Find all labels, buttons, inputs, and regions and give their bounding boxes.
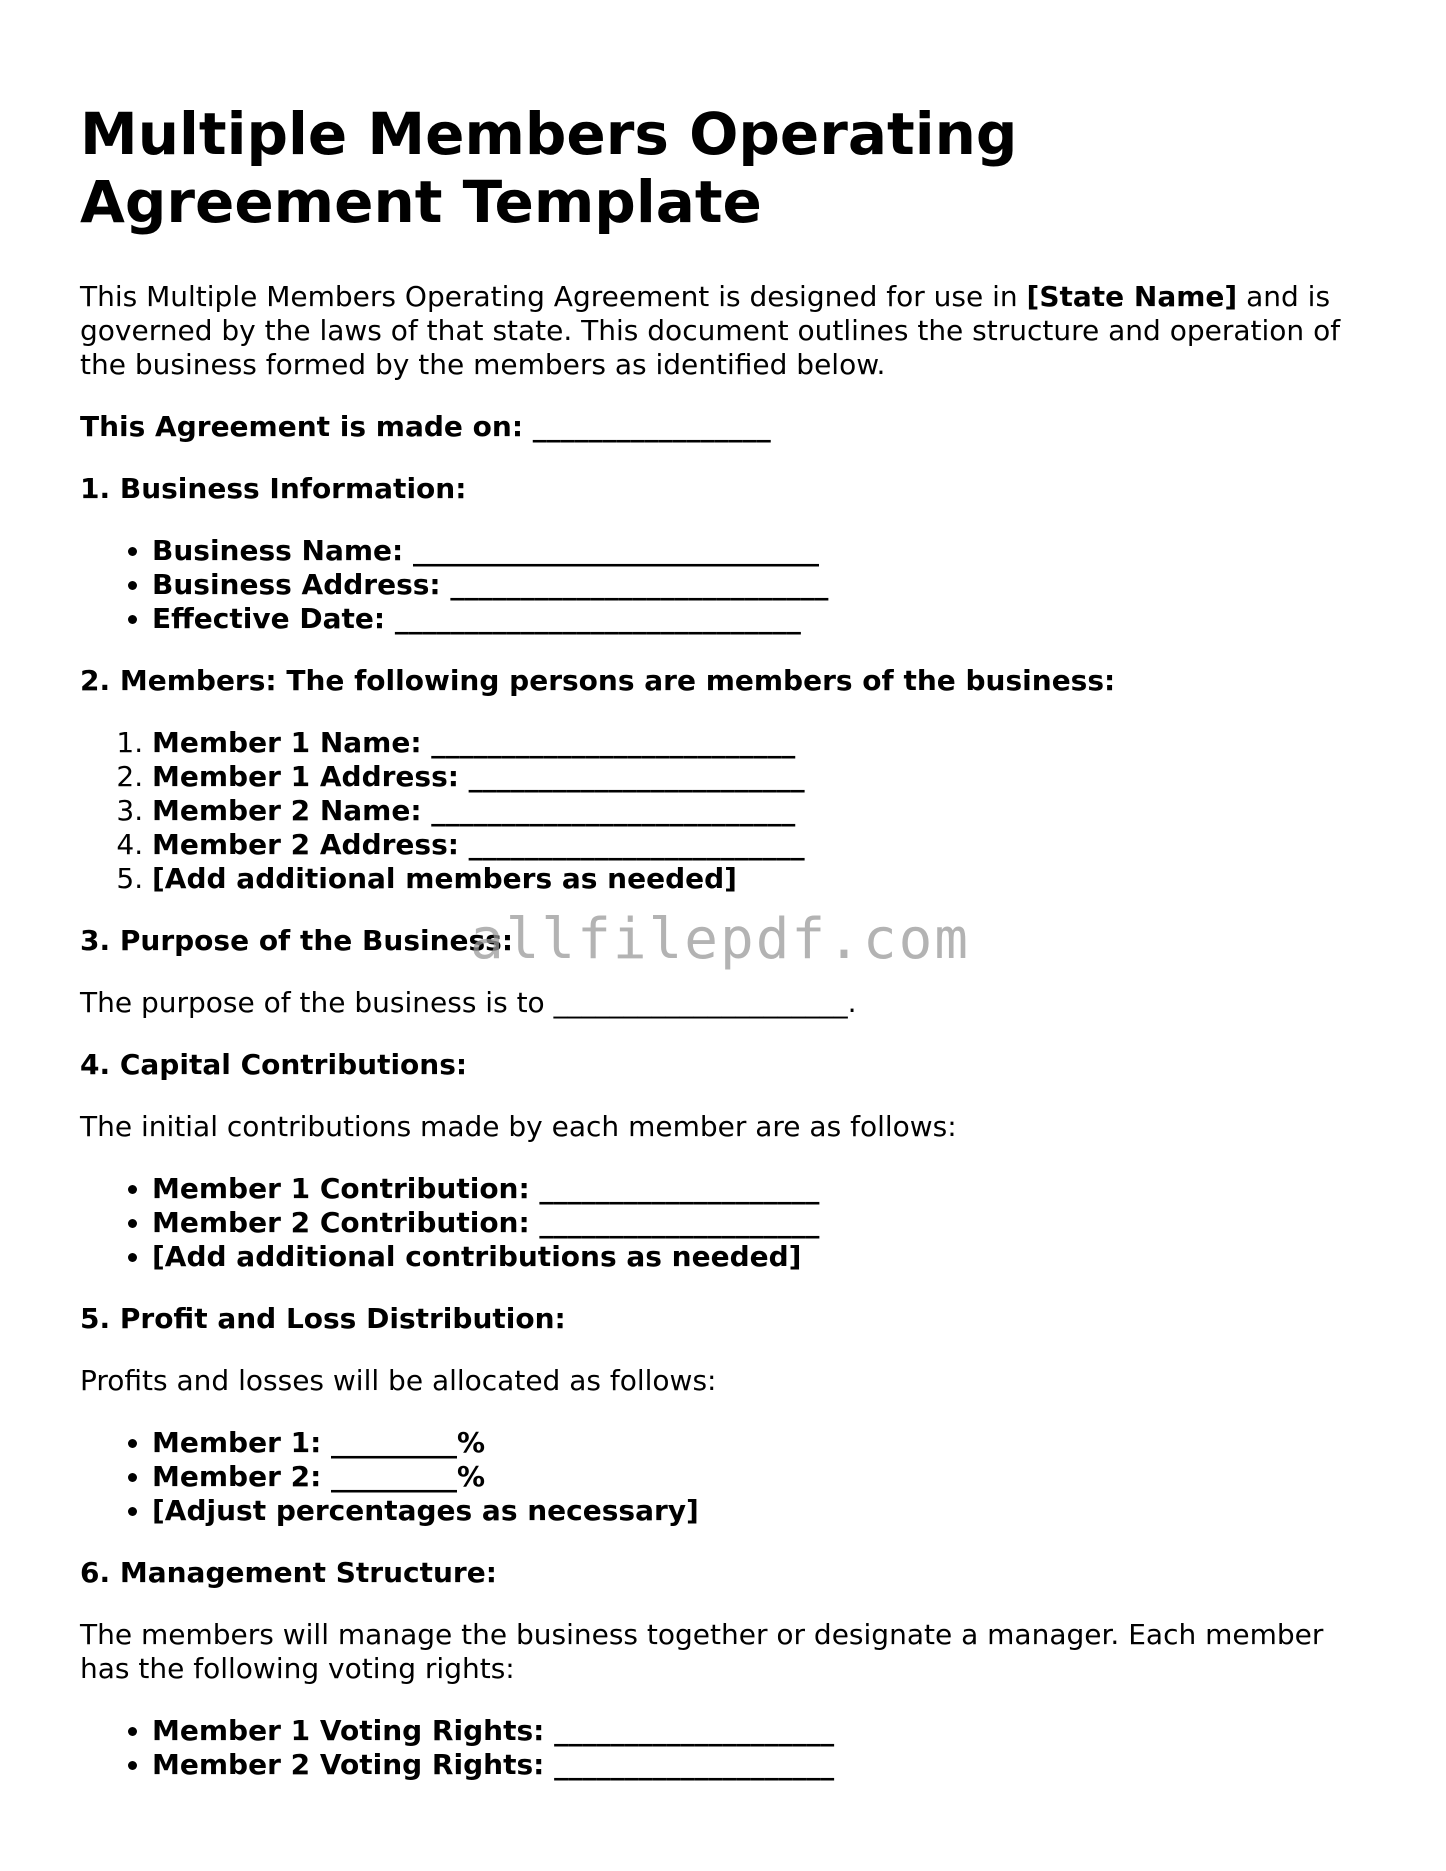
list-item: • Effective Date: _____________________________ [152, 602, 1370, 636]
section-members-heading: 2. Members: The following persons are members of the business: [80, 664, 1116, 697]
agreement-date-line: This Agreement is made on: _________________ [80, 410, 771, 443]
list-item [152, 726, 1370, 760]
members-list [80, 726, 1370, 896]
business-info-list [80, 534, 1370, 636]
member-2-name: Member 2 Name: __________________________ [152, 794, 796, 827]
list-item: • Member 1: _________% [152, 1426, 1370, 1460]
add-members-note: [Add additional members as needed] [152, 862, 737, 895]
intro-text-end: and is governed by the laws of that state. This document outlines the structure and operation of the business formed by the members as identified below. [80, 280, 1341, 381]
list-item: • Member 2 Voting Rights: ____________________ [152, 1748, 1370, 1782]
list-item [152, 828, 1370, 862]
management-text: The members will manage the business together or designate a manager. Each member has the following voting rights: [80, 1618, 1324, 1685]
member-1-name: Member 1 Name: __________________________ [152, 726, 796, 759]
state-name-placeholder: [State Name] [1026, 280, 1238, 313]
list-item: • Member 1 Contribution: ____________________ [152, 1172, 1370, 1206]
page-title: Multiple Members Operating Agreement Template [80, 100, 1018, 236]
management-list [80, 1714, 1370, 1782]
list-item: • [Add additional contributions as needed] [152, 1240, 1370, 1274]
watermark: allfilepdf.com [470, 907, 971, 972]
intro-text-start: This Multiple Members Operating Agreement is designed for use in [80, 280, 1027, 313]
profit-list [80, 1426, 1370, 1528]
list-item [152, 862, 1370, 896]
list-item: • Business Name: _____________________________ [152, 534, 1370, 568]
list-item: • Member 2: _________% [152, 1460, 1370, 1494]
list-item [152, 760, 1370, 794]
section-purpose-heading: 3. Purpose of the Business: [80, 924, 514, 957]
intro-paragraph [80, 280, 1370, 382]
member-1-address: Member 1 Address: ________________________ [152, 760, 805, 793]
purpose-text: The purpose of the business is to _____________________. [80, 986, 857, 1019]
list-item: • Business Address: ___________________________ [152, 568, 1370, 602]
list-item [152, 794, 1370, 828]
section-capital-heading: 4. Capital Contributions: [80, 1048, 468, 1081]
member-2-address: Member 2 Address: ________________________ [152, 828, 805, 861]
document-page [80, 100, 1370, 1810]
list-item: • [Adjust percentages as necessary] [152, 1494, 1370, 1528]
profit-text: Profits and losses will be allocated as follows: [80, 1364, 717, 1397]
section-profit-heading: 5. Profit and Loss Distribution: [80, 1302, 566, 1335]
section-management-heading: 6. Management Structure: [80, 1556, 497, 1589]
capital-list [80, 1172, 1370, 1274]
section-business-heading: 1. Business Information: [80, 472, 467, 505]
capital-text: The initial contributions made by each member are as follows: [80, 1110, 957, 1143]
list-item: • Member 2 Contribution: ____________________ [152, 1206, 1370, 1240]
list-item: • Member 1 Voting Rights: ____________________ [152, 1714, 1370, 1748]
